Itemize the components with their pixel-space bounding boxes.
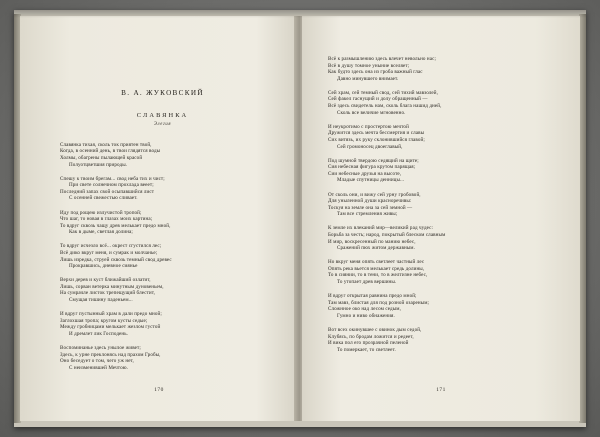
poem-line: То вдруг сквозь чащу древ мелькает предо мной, [60,222,171,229]
poem-line: И вдруг пустынный храм в дали предо мной; [60,311,162,318]
book-edge-right [579,14,586,423]
poem-line: Как в дыме, светлая долина; [69,229,133,236]
poem-line: Верхи дерев и куст ближайший озлатит, [60,277,151,284]
poem-stanza [328,225,550,251]
poem-line: Но вкруг меня опять светлеет частный лес [328,259,425,266]
poem-line: И вдруг открытая равнина предо мной; [328,293,417,300]
poem-line: Славянка тихая, сколь ток приятен твой, [60,141,152,148]
page-number-left: 170 [154,387,164,393]
poem-line: Что шаг, то новая в глазах моих картина; [60,216,153,223]
poem-line: Тоскуя на земле она за сей земной — [328,204,413,211]
poem-stanza [60,345,265,371]
poem-line: Там мавз, блистая для под розной озареным; [328,299,430,306]
poem-line: К земле их влеканий мир—великий рад чудес: [328,225,434,232]
poem-line: Давно минувшего внимает. [337,75,399,82]
poem-line: Полуотцветшия природы. [69,161,128,168]
poem-stanza [328,90,550,116]
poem-line: На сумрачле листок трепещущий блестит, [60,290,156,297]
poem-line: Как будто здесь она из гроба важный глас [328,69,423,76]
poem-line: Здесь, к урне преклонясь над прахом Гробы, [60,351,161,358]
poem-stanza [60,243,265,269]
poem-line: Сей храм, сей темный свод, сей тихий мавзолей, [328,89,438,96]
poem-line: То в сиянии, то в тени, то в желтизне небес, [328,272,428,279]
poem-author: В. А. ЖУКОВСКИЙ [121,89,204,97]
poem-line: То померкает, то светлеет. [337,346,396,353]
poem-line: Спешу к твоим брегам... свод неба тих и чист; [60,175,165,182]
poem-line: Младые спутницы денницы... [337,177,405,184]
poem-title: СЛАВЯНКА [136,111,189,119]
poem-line: Лишь, сорван ветерка минутным дуновеньем, [60,283,164,290]
poem-line: Клубясь, по бродам ложится и редеет, [328,333,414,340]
poem-stanza [60,311,265,337]
poem-stanza [328,192,550,218]
poem-line: Между гробницами мелькает жезлом густой [60,324,161,331]
poem-line: И вика пол его прозрачной пеленой [328,340,409,347]
poem-line: Иду под рощею излучистой тропой; [60,209,142,216]
poem-line: Сколь все величие мгновенно. [337,109,406,116]
poem-stanza [328,259,550,285]
poem-line: Лишь изредка, струей сквозь темный свод древес [60,256,172,263]
left-page [20,16,298,421]
right-page-text [328,56,550,361]
poem-line: Сложнное око над лесом седым, [328,306,401,313]
poem-line: Холмы, обагрены пылающей красой [60,154,143,161]
poem-line: Оно беседует о том, чего уж нет, [60,358,134,365]
poem-line: Под шумной твердою седящий на щите; [328,157,419,164]
poem-line: Для уныленной души красноречивы: [328,198,412,205]
poem-line: Всё дико вкруг меня, и сумрак и молчанье; [60,250,158,256]
right-stanza-list [328,56,550,353]
poem-line: Всё в душу томное уныние вселяет; [328,62,410,69]
poem-line: С неизменившей Мечтою. [69,364,128,371]
poem-line: Гумно и ниво обнажения. [337,312,395,319]
poem-line: Дружится здесь мечта бессмертия и славы [328,130,425,137]
poem-line: Воспоминанье здесь унылое живет; [60,345,141,352]
poem-line: От сколь они, и вижу сей урну гробовой, [328,191,421,198]
poem-line: При свете солнечном прохлада вееет; [69,182,154,189]
poem-line: Сия небесная фигура крутом парящая; [328,164,416,171]
poem-line: Борьба за честь; народ, покрытый блеском славным [328,231,446,238]
poem-line: Опять река вьется мелькает средь долины, [328,265,425,272]
poem-line: Сей факел гаснущий и долу обращенный — [328,96,428,103]
poem-stanza [328,158,550,184]
poem-line: Вот всех окинувшее с овинок дым седой, [328,327,422,333]
poem-line: Смущая тишину паденьем... [69,297,133,304]
poem-line: Всё к размышлению здесь влечет невольно нас; [328,56,436,62]
poem-subtitle: Элегия [153,122,172,128]
poem-line: И неукротимо с простертою мечтой [328,123,409,130]
poem-line: Сражений пюх житом державным. [337,245,416,252]
poem-line: То вдруг исчезло всё... окрест сгустился лес; [60,243,162,250]
poem-line: Там все стремления живы; [337,211,398,218]
poem-stanza [60,176,265,202]
poem-line: Последний запах свой осыпавшийся лист [60,188,155,195]
poem-stanza [328,327,550,353]
poem-line: С осенней свежестью сливает. [69,195,138,202]
poem-line: То утопает древ вершины. [337,279,397,286]
poem-line: Сих витязь, их руку склонившийся главой; [328,136,425,143]
poem-stanza [60,277,265,303]
poem-line: Заглохшая тропа; кругом кусты седые; [60,317,148,324]
poem-stanza [60,142,265,168]
poem-line: Когда, в осенний день, в твои глядятся воды [60,148,161,155]
poem-line: Всё здесь свидетель нам, сколь блага нашид дней, [328,103,442,110]
poem-stanza [60,210,265,236]
open-book [14,10,586,427]
poem-stanza [328,124,550,150]
poem-stanza [328,56,550,82]
poem-line: Прокравшись, дневное сиянье [69,263,138,270]
left-page-text [60,90,265,379]
poem-stanza [328,293,550,319]
right-page [302,16,580,421]
poem-line: И дремлет лик Господень. [69,330,129,337]
poem-line: Сей громоносец двоеглавый, [337,143,403,150]
poem-line: И мир, воскресенный по манию небес, [328,238,416,245]
left-stanza-list [60,142,265,372]
poem-line: Сии небесные друзья на высоте, [328,170,402,177]
page-number-right: 171 [436,387,446,393]
